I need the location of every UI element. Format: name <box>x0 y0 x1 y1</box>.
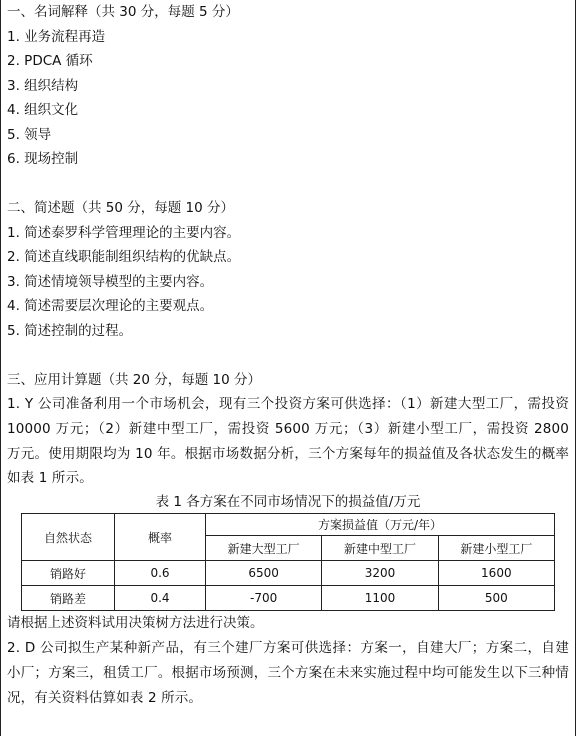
section1-item: 1. 业务流程再造 <box>7 28 106 45</box>
table-cell-value: 1100 <box>322 586 438 611</box>
table-header-state: 自然状态 <box>22 514 115 561</box>
section1-item: 3. 组织结构 <box>7 77 79 94</box>
question-1-text: 1. Y 公司准备利用一个市场机会，现有三个投资方案可供选择：（1）新建大型工厂，需投资 10000 万元；（2）新建中型工厂，需投资 5600 万元；（3）新建小型工厂，需投资 2800 万元。使用期限均为 10 年。根据市场数据分析，三个方案每年的损益值及各状态发生的概率如表 1 所示。 <box>7 396 569 487</box>
table-cell-value: 1600 <box>438 561 554 586</box>
section1-item: 5. 领导 <box>7 126 52 143</box>
section1-title: 一、名词解释（共 30 分，每题 5 分） <box>7 4 239 20</box>
section2-item: 5. 简述控制的过程。 <box>7 322 133 339</box>
table-cell-state: 销路好 <box>22 561 115 586</box>
section1-item: 4. 组织文化 <box>7 102 79 118</box>
section2-title: 二、简述题（共 50 分，每题 10 分） <box>7 200 235 216</box>
payoff-table <box>21 513 555 611</box>
question-2-text: 2. D 公司拟生产某种新产品，有三个建厂方案可供选择：方案一，自建大厂；方案二，自建小厂；方案三，租赁工厂。根据市场预测，三个方案在未来实施过程中均可能发生以下三种情况，有关资料估算如表 2 所示。 <box>7 639 569 706</box>
table-header-probability: 概率 <box>115 514 206 561</box>
table-cell-probability: 0.4 <box>115 586 206 611</box>
section2-item: 2. 简述直线职能制组织结构的优缺点。 <box>7 249 241 265</box>
table-row <box>22 586 555 611</box>
section1-item: 6. 现场控制 <box>7 151 79 167</box>
table-header-group: 方案损益值（万元/年） <box>206 514 555 536</box>
section2-item: 1. 简述泰罗科学管理理论的主要内容。 <box>7 224 241 241</box>
table-cell-value: 6500 <box>206 561 322 586</box>
table-header-option: 新建小型工厂 <box>438 536 554 561</box>
section3-title: 三、应用计算题（共 20 分，每题 10 分） <box>7 371 262 388</box>
table-header-option: 新建中型工厂 <box>322 536 438 561</box>
table-cell-value: 3200 <box>322 561 438 586</box>
table-cell-value: 500 <box>438 586 554 611</box>
spacer <box>7 172 569 197</box>
table-cell-value: -700 <box>206 586 322 611</box>
table-cell-probability: 0.6 <box>115 561 206 586</box>
table-cell-state: 销路差 <box>22 586 115 611</box>
section2-item: 4. 简述需要层次理论的主要观点。 <box>7 298 214 314</box>
section2-item: 3. 简述情境领导模型的主要内容。 <box>7 273 214 290</box>
question-1-instruction: 请根据上述资料试用决策树方法进行决策。 <box>7 615 264 632</box>
table-header-option: 新建大型工厂 <box>206 536 322 561</box>
table-caption: 表 1 各方案在不同市场情况下的损益值/万元 <box>155 494 421 511</box>
spacer <box>7 343 569 368</box>
section1-item: 2. PDCA 循环 <box>7 53 93 69</box>
table-row <box>22 561 555 586</box>
